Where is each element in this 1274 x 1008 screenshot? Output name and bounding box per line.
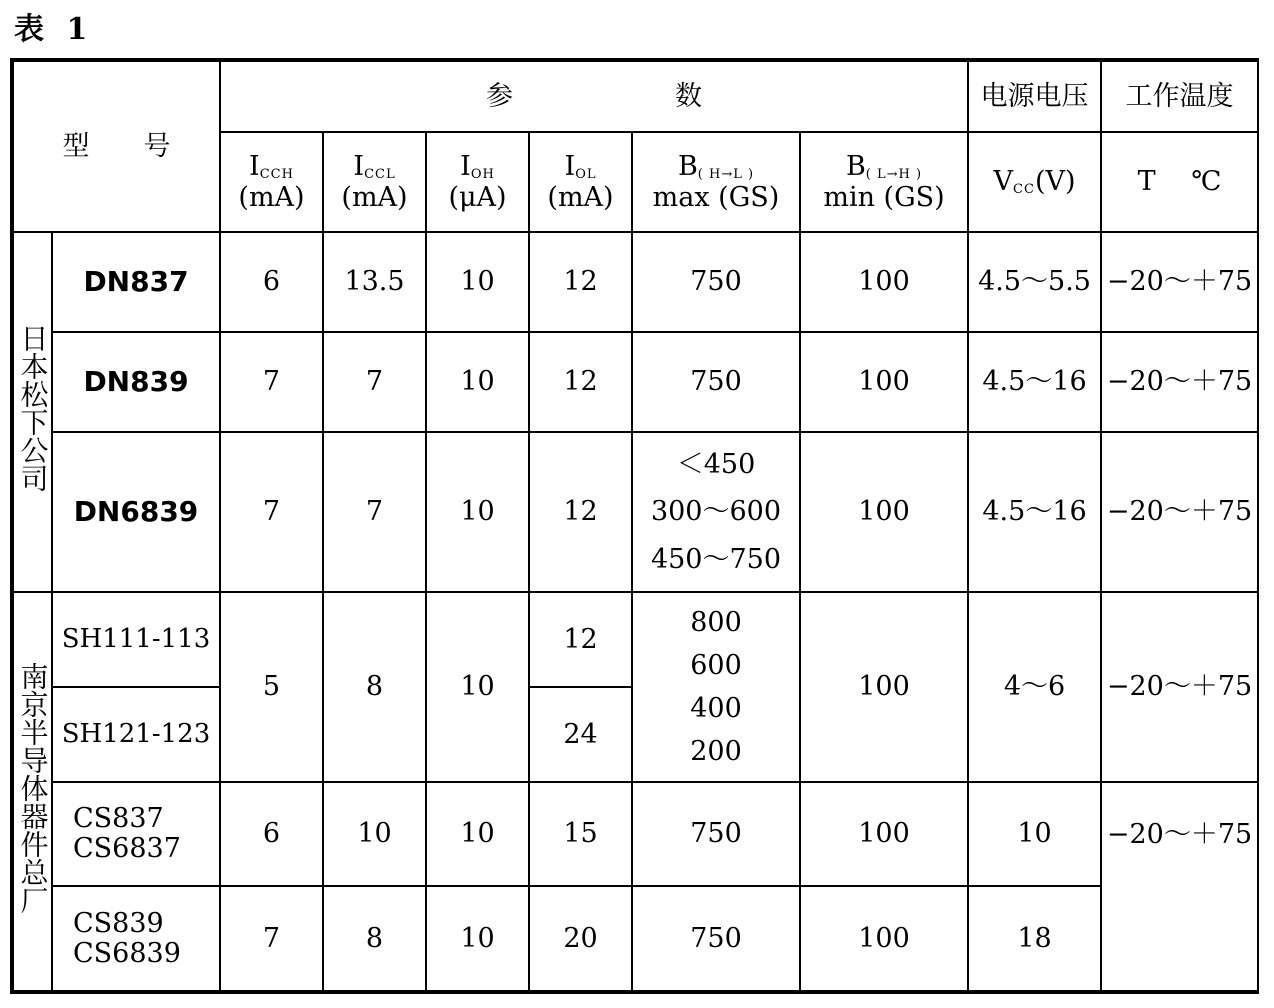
ioh-cell: 10: [426, 782, 529, 886]
table-row: [12, 782, 1258, 886]
iccl-cell: 8: [323, 592, 426, 782]
bmin-cell: 100: [800, 232, 968, 332]
model-cell: CS837 CS6837: [52, 782, 220, 886]
bmin-cell: 100: [800, 886, 968, 992]
temp-cell: −20～＋75: [1101, 592, 1258, 782]
bmin-cell: 100: [800, 432, 968, 592]
table-row: [12, 232, 1258, 332]
ioh-cell: 10: [426, 332, 529, 432]
bmin-cell: 100: [800, 332, 968, 432]
col-ioh-header: $I_{OH}$ (μA): [426, 132, 529, 232]
bmax-cell: 750: [632, 232, 800, 332]
icch-cell: 7: [220, 332, 323, 432]
table-row: [12, 592, 1258, 687]
spec-table: [10, 58, 1258, 994]
params-header: 参 数: [220, 60, 968, 132]
iol-cell: 24: [529, 687, 632, 782]
bmin-cell: 100: [800, 782, 968, 886]
group-label-panasonic: 日本松下公司: [12, 232, 52, 592]
ioh-cell: 10: [426, 886, 529, 992]
col-vcc-header: $V_{CC}(V)$: [968, 132, 1101, 232]
model-cell: DN6839: [52, 432, 220, 592]
vcc-cell: 4～6: [968, 592, 1101, 782]
iol-cell: 12: [529, 232, 632, 332]
iol-cell: 20: [529, 886, 632, 992]
iol-cell: 12: [529, 332, 632, 432]
bmax-cell: 750: [632, 886, 800, 992]
col-icch-header: $I_{CCH}$ (mA): [220, 132, 323, 232]
bmax-cell: 800 600 400 200: [632, 592, 800, 782]
model-cell: SH111-113: [52, 592, 220, 687]
iccl-cell: 10: [323, 782, 426, 886]
iol-cell: 12: [529, 432, 632, 592]
col-iccl-header: $I_{CCL}$ (mA): [323, 132, 426, 232]
group-label-nanjing: 南京半导体器件总厂: [12, 592, 52, 992]
icch-cell: 7: [220, 886, 323, 992]
iccl-cell: 13.5: [323, 232, 426, 332]
bmax-cell: 750: [632, 782, 800, 886]
model-cell: DN837: [52, 232, 220, 332]
model-header: 型 号: [12, 60, 220, 232]
table-caption: 表 1: [14, 12, 94, 47]
model-cell: SH121-123: [52, 687, 220, 782]
temp-cell: −20～＋75: [1101, 232, 1258, 332]
iccl-cell: 7: [323, 432, 426, 592]
temp-header: 工作温度: [1101, 60, 1258, 132]
icch-cell: 7: [220, 432, 323, 592]
temp-cell: −20～＋75: [1101, 432, 1258, 592]
model-cell: CS839 CS6839: [52, 886, 220, 992]
icch-cell: 6: [220, 232, 323, 332]
col-temp-header: T ℃: [1101, 132, 1258, 232]
table-row: [12, 332, 1258, 432]
iol-cell: 12: [529, 592, 632, 687]
icch-cell: 5: [220, 592, 323, 782]
vcc-cell: 4.5～5.5: [968, 232, 1101, 332]
icch-cell: 6: [220, 782, 323, 886]
iol-cell: 15: [529, 782, 632, 886]
bmin-cell: 100: [800, 592, 968, 782]
vcc-cell: 10: [968, 782, 1101, 886]
vcc-cell: 4.5～16: [968, 432, 1101, 592]
ioh-cell: 10: [426, 232, 529, 332]
iccl-cell: 8: [323, 886, 426, 992]
vcc-header: 电源电压: [968, 60, 1101, 132]
bmax-cell: ＜450 300～600 450～750: [632, 432, 800, 592]
table-row: [12, 432, 1258, 592]
col-bmax-header: $B_{( H\to L )}$ max (GS): [632, 132, 800, 232]
temp-cell: −20～＋75: [1101, 332, 1258, 432]
iccl-cell: 7: [323, 332, 426, 432]
col-bmin-header: $B_{( L\to H )}$ min (GS): [800, 132, 968, 232]
table-row: [12, 886, 1258, 992]
ioh-cell: 10: [426, 592, 529, 782]
model-cell: DN839: [52, 332, 220, 432]
vcc-cell: 4.5～16: [968, 332, 1101, 432]
vcc-cell: 18: [968, 886, 1101, 992]
ioh-cell: 10: [426, 432, 529, 592]
temp-cell: −20～＋75: [1101, 782, 1258, 992]
bmax-cell: 750: [632, 332, 800, 432]
col-iol-header: $I_{OL}$ (mA): [529, 132, 632, 232]
